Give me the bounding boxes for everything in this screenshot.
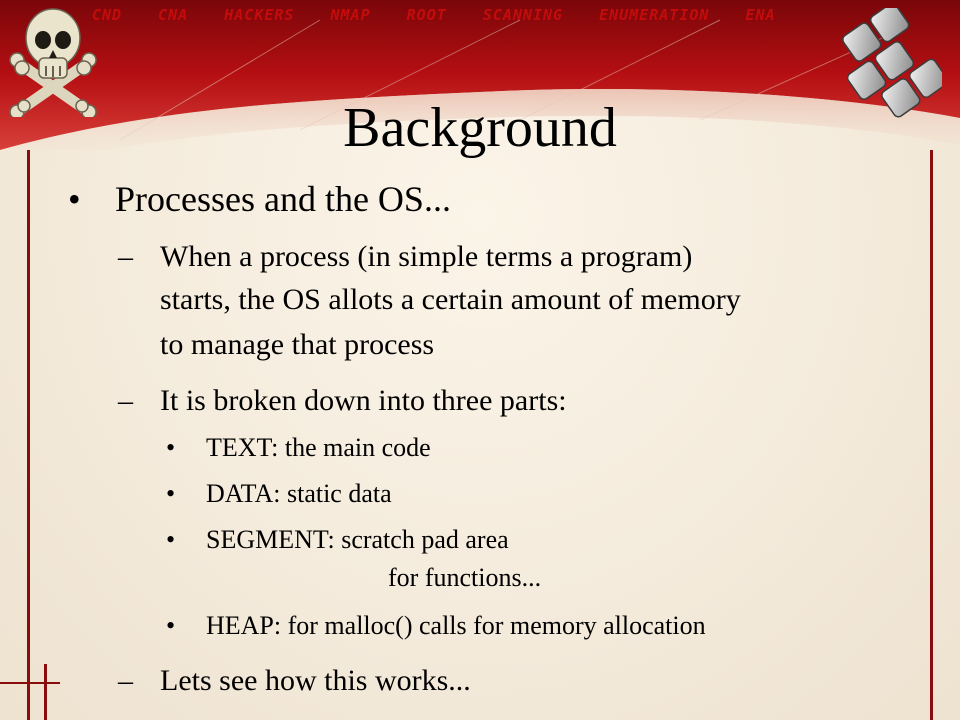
sub-item-see-how: Lets see how this works... [160,664,471,697]
sub-item-process-line2: starts, the OS allots a certain amount of memory [160,283,741,316]
part-segment-line2: for functions... [388,563,542,592]
ticker-item: NMAP [330,6,371,24]
small-bullet-marker: • [166,525,176,554]
small-bullet-marker: • [166,479,176,508]
ticker-item: ENA [745,6,776,24]
ticker-item: CNA [158,6,189,24]
sub-item-three-parts: It is broken down into three parts: [160,384,567,417]
small-bullet-marker: • [166,433,176,462]
bullet-processes: Processes and the OS... [115,179,451,219]
ticker-item: CND [92,6,123,24]
dash-marker: – [118,384,133,417]
slide-title: Background [343,97,617,159]
dash-marker: – [118,664,133,697]
ticker-item: ROOT [406,6,447,24]
part-segment-line1: SEGMENT: scratch pad area [206,525,509,554]
dash-marker: – [118,240,133,273]
ticker-item: HACKERS [224,6,295,24]
small-bullet-marker: • [166,611,176,640]
ticker-item: SCANNING [482,6,564,24]
ticker-item: ENUMERATION [599,6,710,24]
sub-item-process-line3: to manage that process [160,328,435,361]
bullet-marker: • [68,179,81,219]
part-data: DATA: static data [206,479,392,508]
part-heap: HEAP: for malloc() calls for memory allocation [206,611,706,640]
part-text: TEXT: the main code [206,433,431,462]
sub-item-process-line1: When a process (in simple terms a program) [160,240,693,273]
